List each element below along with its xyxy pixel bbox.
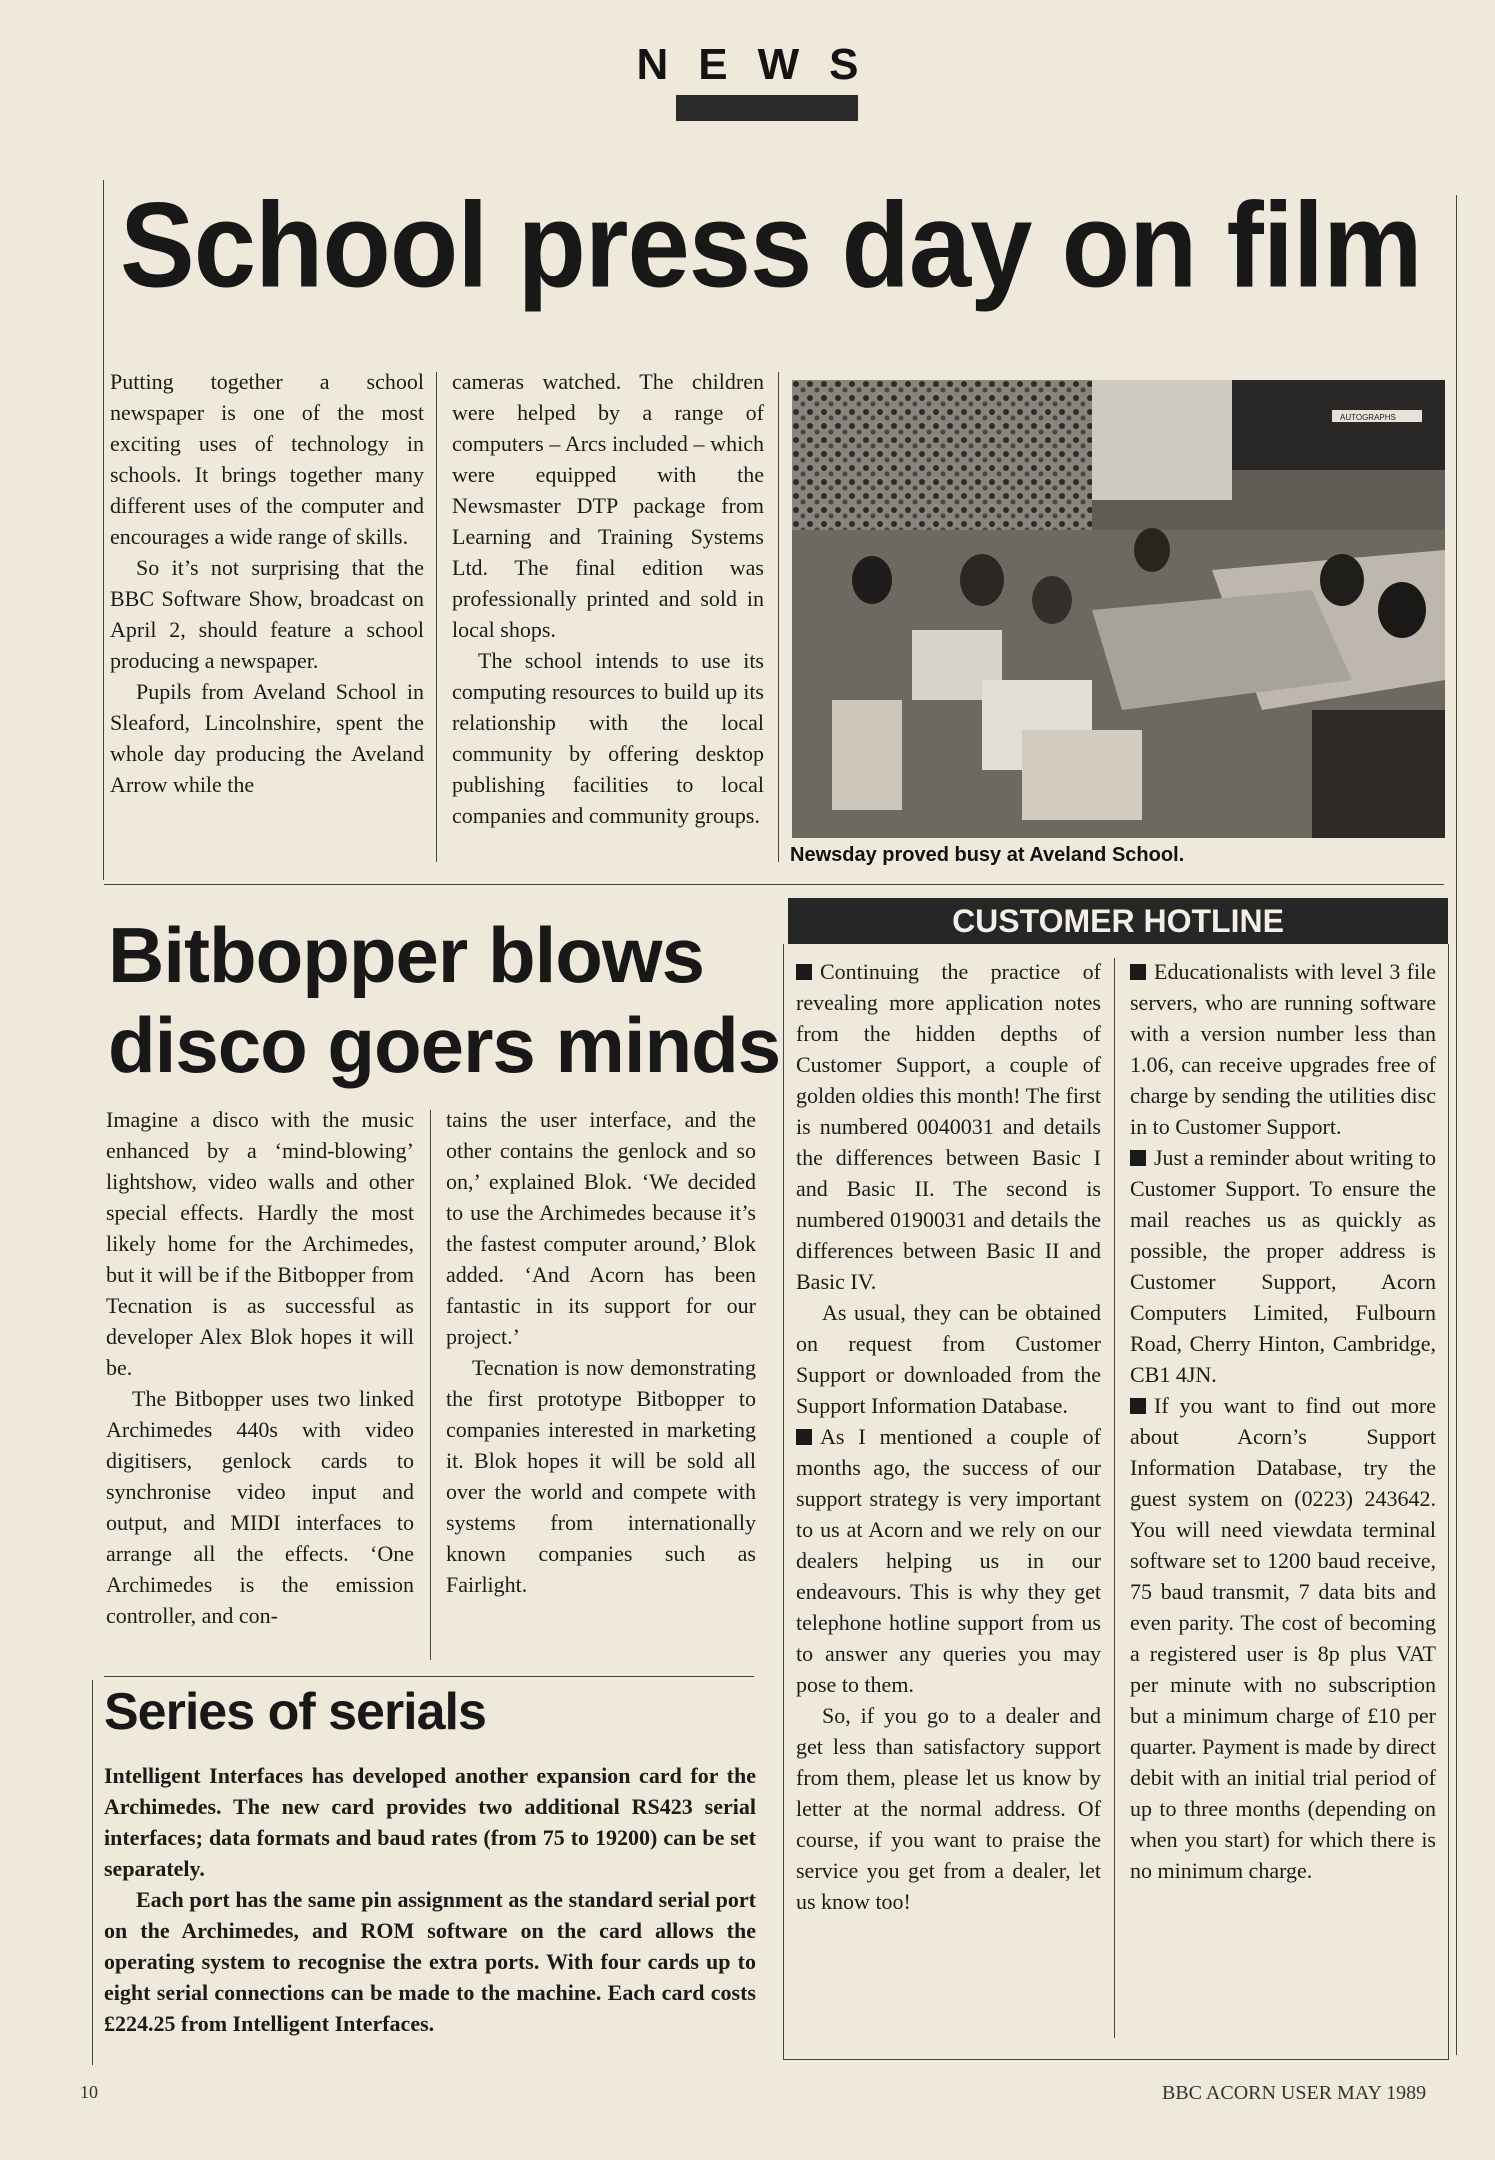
headline-bitbopper-line-2: disco goers minds [108, 1001, 781, 1089]
hotline-col1-para-1: Continuing the practice of revealing more application notes from the hidden depths of Customer Support, a couple of golden oldies this month! The first is numbered 0040031 and details the differences between Basic I and Basic II. The second is numbered 0190031 and details the differences between Basic II and Basic IV. [796, 959, 1101, 1294]
classroom-photo-illustration [792, 380, 1445, 838]
article2-col1-para-2: The Bitbopper uses two linked Archimedes 440s with video digitisers, genlock cards to synchronise video input and output, and MIDI interfaces to arrange all the effects. ‘One Archimedes is the emission controller, and con- [106, 1386, 414, 1628]
article1-column-rule-2 [778, 372, 779, 862]
headline-bitbopper-line-1: Bitbopper blows [108, 911, 704, 999]
article1-column-2 [452, 366, 764, 831]
hotline-column-rule [1114, 958, 1115, 2038]
headline-series-of-serials: Series of serials [104, 1683, 486, 1741]
article1-column-1 [110, 366, 424, 800]
publication-footer: BBC ACORN USER MAY 1989 [1162, 2082, 1427, 2104]
article2-col2-para-2: Tecnation is now demonstrating the first prototype Bitbopper to companies interested in marketing it. Blok hopes it will be sold all over the world and compete with systems from internationally known companies such as Fairlight. [446, 1355, 756, 1597]
article1-col2-para-2: The school intends to use its computing resources to build up its relationship with the local community by offering desktop publishing facilities to local companies and community groups. [452, 648, 764, 828]
article2-column-2 [446, 1104, 756, 1600]
article1-col1-para-1: Putting together a school newspaper is one of the most exciting uses of technology in schools. It brings together many different uses of the computer and encourages a wide range of skills. [110, 369, 424, 549]
bullet-square-icon [1130, 1398, 1146, 1414]
article3-para-1: Intelligent Interfaces has developed another expansion card for the Archimedes. The new card provides two additional RS423 serial interfaces; data formats and baud rates (from 75 to 19200) can be set separately. [104, 1763, 756, 1881]
hotline-column-1 [796, 956, 1101, 1917]
photo-sign-text: AUTOGRAPHS [1340, 413, 1396, 422]
article1-bottom-rule [104, 884, 1444, 885]
hotline-col2-para-1: Educationalists with level 3 file servers, who are running software with a version number less than 1.06, can receive upgrades free of charge by sending the utilities disc in to Customer Support. [1130, 959, 1436, 1139]
customer-hotline-title: CUSTOMER HOTLINE [788, 898, 1448, 944]
article1-col2-para-1: cameras watched. The children were helped by a range of computers – Arcs included – which were equipped with the Newsmaster DTP package from Learning and Training Systems Ltd. The final edition was professionally printed and sold in local shops. [452, 369, 764, 642]
article1-column-rule-1 [436, 372, 437, 862]
article1-col1-para-3: Pupils from Aveland School in Sleaford, Lincolnshire, spent the whole day producing the Aveland Arrow while the [110, 679, 424, 797]
article2-col1-para-1: Imagine a disco with the music enhanced by a ‘mind-blowing’ lightshow, video walls and other special effects. Hardly the most likely home for the Archimedes, but it will be if the Bitbopper from Tecnation is as successful as developer Alex Blok hopes it will be. [106, 1107, 414, 1380]
bullet-square-icon [1130, 964, 1146, 980]
hotline-col2-para-3: If you want to find out more about Acorn’s Support Information Database, try the guest system on (0223) 243642. You will need viewdata terminal software set to 1200 baud receive, 75 baud transmit, 7 data bits and even parity. The cost of becoming a registered user is 8p plus VAT per minute with no subscription but a minimum charge of £10 per quarter. Payment is made by direct debit with an initial trial period of up to three months (depending on when you start) for which there is no minimum charge. [1130, 1393, 1436, 1883]
article1-col1-para-2: So it’s not surprising that the BBC Software Show, broadcast on April 2, should feature a school producing a newspaper. [110, 555, 424, 673]
article3-body [104, 1760, 756, 2039]
section-bar [676, 95, 858, 121]
headline-bitbopper [108, 910, 780, 1090]
article2-col2-para-1: tains the user interface, and the other contains the genlock and so on,’ explained Blok. ‘We decided to use the Archimedes because it’s the fastest computer around,’ Blok added. ‘And Acorn has been fantastic in its support for our project.’ [446, 1107, 756, 1349]
page-number: 10 [80, 2082, 98, 2102]
bullet-square-icon [796, 964, 812, 980]
hotline-col1-para-4: So, if you go to a dealer and get less than satisfactory support from them, please let us know by letter at the normal address. Of course, if you want to praise the service you get from a dealer, let us know too! [796, 1703, 1101, 1914]
headline-school-press-day: School press day on film [120, 177, 1422, 313]
bullet-square-icon [1130, 1150, 1146, 1166]
article2-column-1 [106, 1104, 414, 1631]
right-rule [1456, 195, 1457, 2055]
hotline-col1-para-3: As I mentioned a couple of months ago, the success of our support strategy is very important to us at Acorn and we rely on our dealers helping us in our endeavours. This is why they get telephone hotline support from us to answer any queries you may pose to them. [796, 1424, 1101, 1697]
article2-bottom-rule [104, 1676, 754, 1677]
hotline-column-2 [1130, 956, 1436, 1886]
left-rule [103, 180, 104, 880]
section-label: NEWS [636, 40, 889, 89]
photo-caption: Newsday proved busy at Aveland School. [790, 844, 1185, 866]
hotline-col1-para-2: As usual, they can be obtained on request from Customer Support or downloaded from the Support Information Database. [796, 1300, 1101, 1418]
article3-para-2: Each port has the same pin assignment as the standard serial port on the Archimedes, and ROM software on the card allows the operating system to recognise the extra ports. With four cards up to eight serial connections can be made to the machine. Each card costs £224.25 from Intelligent Interfaces. [104, 1887, 756, 2036]
classroom-photo [792, 380, 1445, 838]
bullet-square-icon [796, 1429, 812, 1445]
article3-left-rule [92, 1680, 93, 2065]
article2-column-rule [430, 1110, 431, 1660]
hotline-col2-para-2: Just a reminder about writing to Customer Support. To ensure the mail reaches us as quickly as possible, the proper address is Customer Support, Acorn Computers Limited, Fulbourn Road, Cherry Hinton, Cambridge, CB1 4JN. [1130, 1145, 1436, 1387]
